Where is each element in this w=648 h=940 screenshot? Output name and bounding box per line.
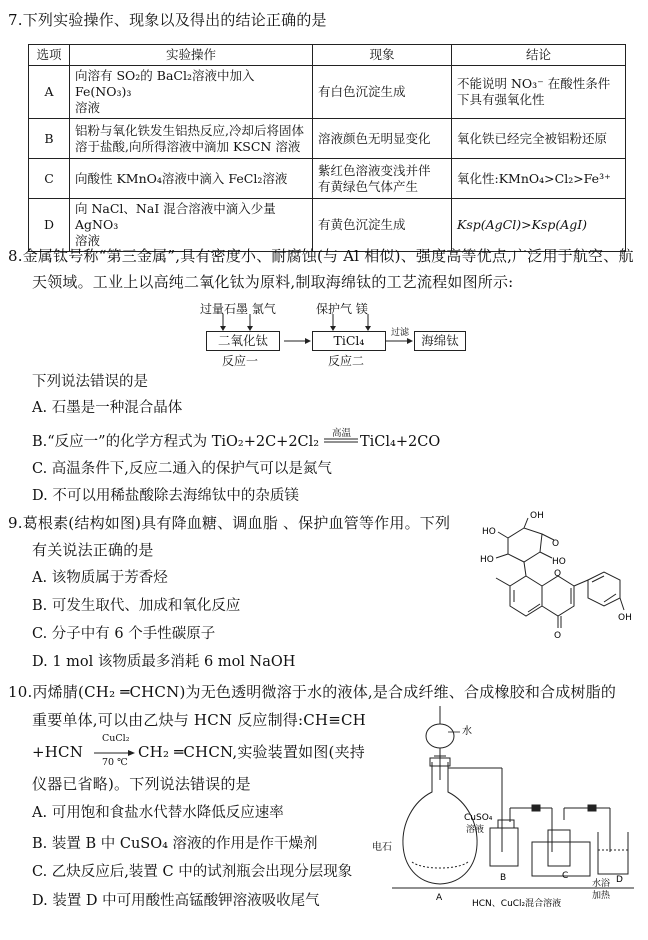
beaker-d bbox=[598, 832, 628, 874]
flow-label-reaction-1: 反应一 bbox=[222, 354, 259, 368]
q7-phenomenon-cell bbox=[313, 159, 452, 199]
q7-operation-cell bbox=[70, 119, 313, 159]
table-row bbox=[29, 119, 626, 159]
cell-line: 有白色沉淀生成 bbox=[318, 84, 406, 99]
q7-operation-cell bbox=[70, 199, 313, 252]
cell-line: 有黄绿色气体产生 bbox=[318, 178, 419, 194]
q7-option-cell: D bbox=[29, 199, 70, 252]
q10-line3-start: +HCN bbox=[32, 743, 84, 761]
bottle-b bbox=[490, 828, 518, 866]
cell-line: 氧化铁已经完全被铝粉还原 bbox=[457, 130, 608, 146]
reaction-arrow bbox=[94, 749, 136, 757]
q7-header-conclusion: 结论 bbox=[452, 45, 626, 66]
q7-phenomenon-cell bbox=[313, 119, 452, 159]
q10-stem-line: 10.丙烯腈(CH₂ ═CHCN)为无色透明微溶于水的液体,是合成纤维、合成橡胶和合成树脂的 bbox=[8, 683, 617, 701]
q9-option-b: B. 可发生取代、加成和氧化反应 bbox=[32, 598, 241, 614]
q7-title: 7.下列实验操作、现象以及得出的结论正确的是 bbox=[8, 11, 327, 29]
structure-label: OH bbox=[618, 613, 632, 623]
q8-option-b-products: TiCl₄+2CO bbox=[360, 434, 441, 450]
structure-label: O bbox=[554, 631, 562, 641]
structure-label: HO bbox=[480, 555, 494, 565]
flow-box-titanium-dioxide: 二氧化钛 bbox=[206, 331, 280, 351]
label-water-bath: 水浴 bbox=[592, 879, 611, 889]
structure-label: HO bbox=[482, 527, 496, 537]
separatory-funnel bbox=[426, 724, 454, 748]
q8-option-b-condition: 高温 bbox=[332, 428, 352, 439]
q7-phenomenon-cell bbox=[313, 66, 452, 119]
cell-line: 溶液 bbox=[75, 233, 101, 248]
flow-filter-label: 过滤 bbox=[391, 328, 410, 338]
cell-line: 铝粉与氧化铁发生铝热反应,冷却后将固体 bbox=[75, 122, 304, 138]
q7-option-cell: B bbox=[29, 119, 70, 159]
q9-option-c: C. 分子中有 6 个手性碳原子 bbox=[32, 626, 216, 642]
q9-option-a: A. 该物质属于芳香烃 bbox=[32, 570, 168, 586]
q9-option-d: D. 1 mol 该物质最多消耗 6 mol NaOH bbox=[32, 654, 296, 670]
cell-line: 溶液 bbox=[75, 100, 101, 115]
cell-line: Ksp(AgCl)>Ksp(AgI) bbox=[457, 217, 588, 232]
flow-arrowhead bbox=[305, 338, 311, 344]
cell-line: 紫红色溶液变浅并伴 bbox=[318, 162, 431, 178]
q9-stem-line: 9.葛根素(结构如图)具有降血糖、调血脂 、保护血管等作用。下列 bbox=[8, 514, 451, 532]
cell-line: 不能说明 NO₃⁻ 在酸性条件 bbox=[457, 76, 611, 91]
structure-label: HO bbox=[552, 557, 566, 567]
flow-reagents-2: 保护气 镁 bbox=[316, 302, 368, 316]
q7-conclusion-cell bbox=[452, 66, 626, 119]
table-row bbox=[29, 159, 626, 199]
phenyl-ring bbox=[588, 572, 620, 606]
flow-arrowhead bbox=[407, 338, 413, 344]
equilibrium-equals-sign bbox=[324, 437, 360, 445]
q7-conclusion-cell bbox=[452, 119, 626, 159]
q10-option-b: B. 装置 B 中 CuSO₄ 溶液的作用是作干燥剂 bbox=[32, 836, 318, 852]
sugar-ring bbox=[508, 528, 542, 562]
q10-line4: 仪器已省略)。下列说法错误的是 bbox=[32, 775, 251, 793]
q7-conclusion-cell bbox=[452, 159, 626, 199]
q7-phenomenon-cell bbox=[313, 199, 452, 252]
bottle-c bbox=[548, 830, 570, 866]
q8-stem-line: 天领域。工业上以高纯二氧化钛为原料,制取海绵钛的工艺流程如图所示: bbox=[32, 273, 514, 291]
q7-table bbox=[28, 44, 626, 252]
q7-header-row bbox=[29, 45, 626, 66]
label-water: 水 bbox=[462, 726, 472, 737]
table-row bbox=[29, 199, 626, 252]
cell-line: 溶液颜色无明显变化 bbox=[318, 130, 431, 146]
pyranone-ring bbox=[542, 576, 574, 616]
q8-option-b: B.“反应一”的化学方程式为 TiO₂+2C+2Cl₂ bbox=[32, 434, 320, 450]
structure-label: OH bbox=[530, 511, 544, 521]
cell-line: 下具有强氧化性 bbox=[457, 92, 545, 107]
q10-line3-end: CH₂ ═CHCN,实验装置如图(夹持 bbox=[138, 743, 365, 761]
label-mixture: HCN、CuCl₂混合溶液 bbox=[472, 899, 562, 909]
cell-line: 有黄色沉淀生成 bbox=[318, 217, 406, 232]
label-c: C bbox=[562, 871, 569, 881]
q8-question: 下列说法错误的是 bbox=[32, 374, 148, 390]
q8-stem-line: 8.金属钛号称“第三金属”,具有密度小、耐腐蚀(与 Al 相似)、强度高等优点,广泛用于航空、航 bbox=[8, 247, 634, 265]
cell-line: 向溶有 SO₂的 BaCl₂溶液中加入Fe(NO₃)₃ bbox=[75, 68, 255, 99]
q10-option-c: C. 乙炔反应后,装置 C 中的试剂瓶会出现分层现象 bbox=[32, 864, 353, 880]
q7-header-operation: 实验操作 bbox=[70, 45, 313, 66]
label-a: A bbox=[436, 893, 443, 903]
puerarin-structure bbox=[468, 510, 640, 645]
flow-box-sponge-titanium: 海绵钛 bbox=[414, 331, 466, 351]
flow-box-ticl4: TiCl₄ bbox=[312, 331, 386, 351]
table-row bbox=[29, 66, 626, 119]
chromone-benzene-ring bbox=[510, 576, 542, 616]
cell-line: 向 NaCl、NaI 混合溶液中滴入少量AgNO₃ bbox=[75, 201, 276, 232]
q10-option-d: D. 装置 D 中可用酸性高锰酸钾溶液吸收尾气 bbox=[32, 893, 320, 909]
q8-option-d: D. 不可以用稀盐酸除去海绵钛中的杂质镁 bbox=[32, 488, 299, 504]
label-heating: 加热 bbox=[592, 891, 611, 901]
flow-label-reaction-2: 反应二 bbox=[328, 354, 365, 368]
q7-option-cell: C bbox=[29, 159, 70, 199]
q10-option-a: A. 可用饱和食盐水代替水降低反应速率 bbox=[32, 805, 284, 821]
q7-conclusion-cell bbox=[452, 199, 626, 252]
flow-reagents-1: 过量石墨 氯气 bbox=[200, 302, 276, 316]
q7-operation-cell bbox=[70, 159, 313, 199]
structure-label: O bbox=[552, 539, 560, 549]
q7-header-phenomenon: 现象 bbox=[313, 45, 452, 66]
cell-line: 溶于盐酸,向所得溶液中滴加 KSCN 溶液 bbox=[75, 138, 301, 154]
cell-line: 向酸性 KMnO₄溶液中滴入 FeCl₂溶液 bbox=[75, 170, 288, 186]
flask-a bbox=[403, 762, 477, 884]
cell-line: 氧化性:KMnO₄>Cl₂>Fe³⁺ bbox=[457, 170, 611, 186]
label-calcium-carbide: 电石 bbox=[372, 842, 392, 853]
q7-operation-cell bbox=[70, 66, 313, 119]
label-cuso4-solution: 溶液 bbox=[466, 825, 485, 835]
q10-temperature: 70 ℃ bbox=[102, 757, 128, 768]
label-cuso4: CuSO₄ bbox=[464, 813, 493, 823]
apparatus-diagram bbox=[372, 702, 638, 912]
q9-stem-line: 有关说法正确的是 bbox=[32, 541, 154, 559]
structure-label: O bbox=[554, 569, 562, 579]
label-d: D bbox=[616, 875, 623, 885]
water-bath bbox=[532, 842, 590, 876]
q10-catalyst: CuCl₂ bbox=[102, 733, 130, 744]
q7-header-option: 选项 bbox=[29, 45, 70, 66]
label-b: B bbox=[500, 873, 507, 883]
q7-option-cell: A bbox=[29, 66, 70, 119]
q10-stem-line: 重要单体,可以由乙炔与 HCN 反应制得:CH≡CH bbox=[32, 711, 366, 729]
q8-option-a: A. 石墨是一种混合晶体 bbox=[32, 400, 183, 416]
q8-option-c: C. 高温条件下,反应二通入的保护气可以是氮气 bbox=[32, 461, 332, 477]
